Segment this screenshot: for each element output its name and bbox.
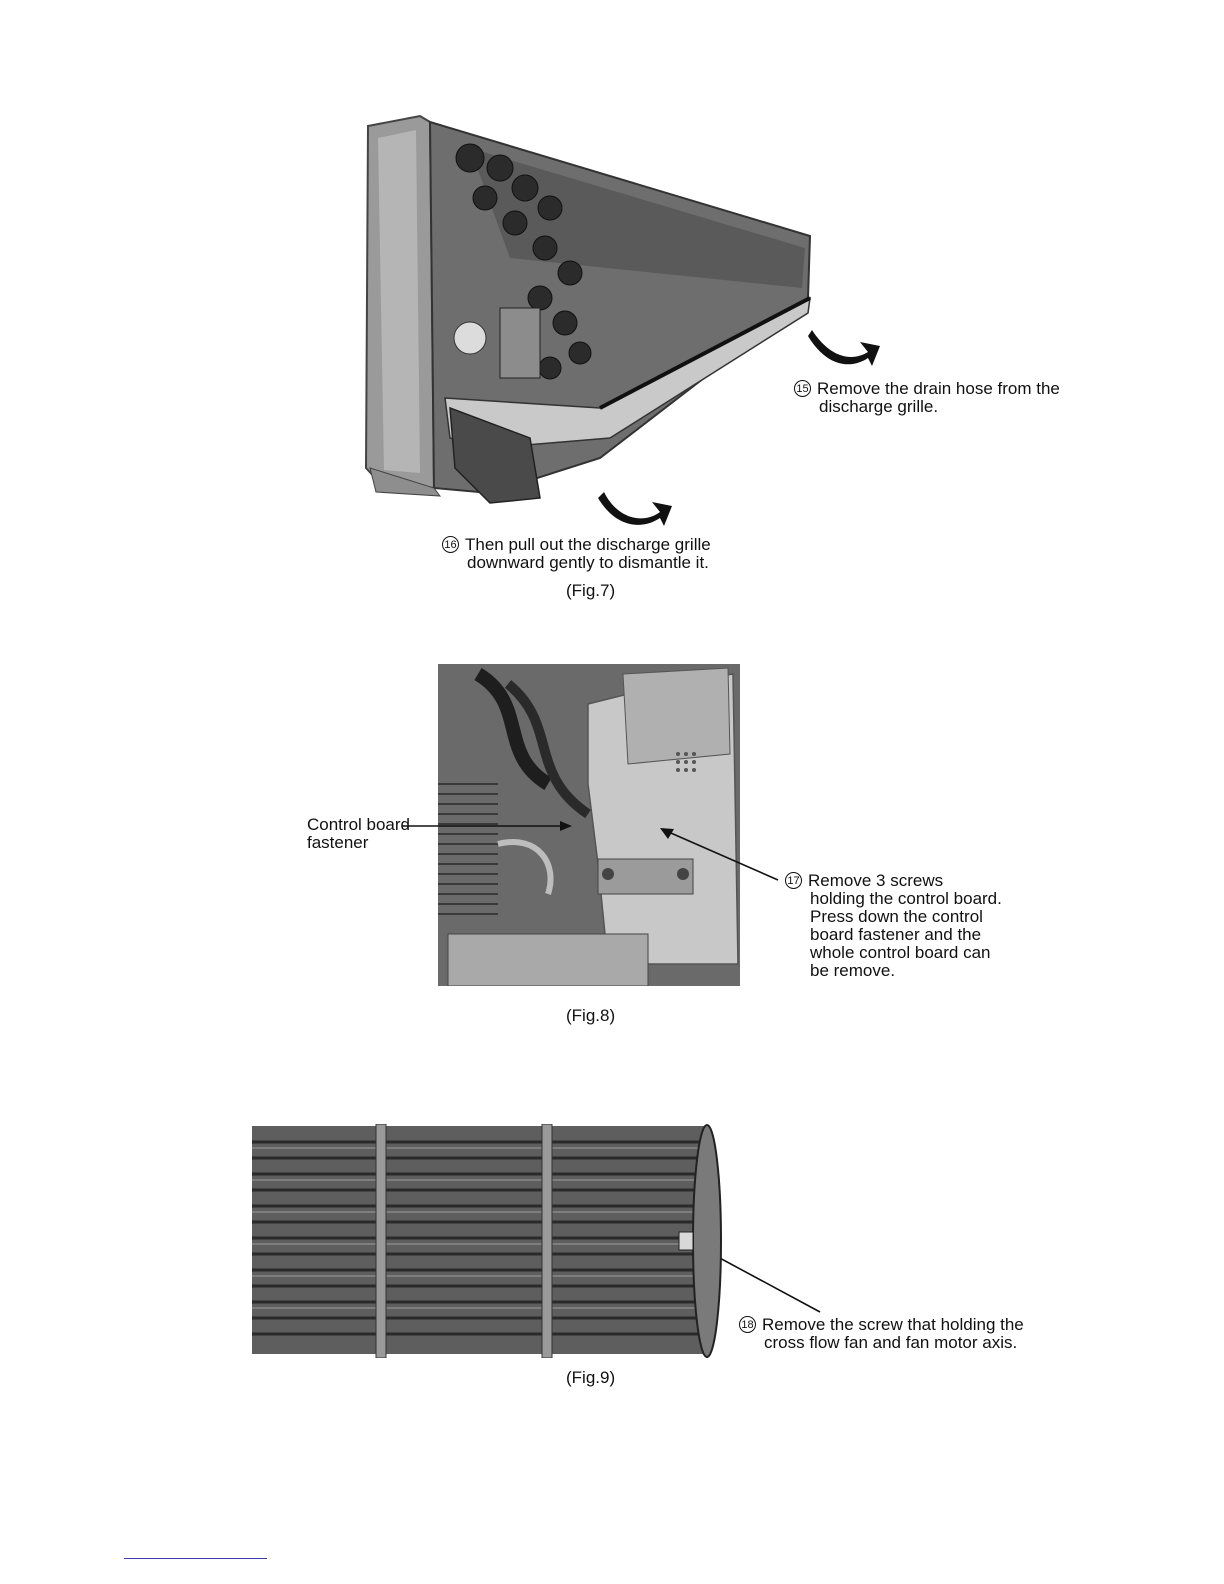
step-16-caption	[442, 536, 711, 572]
step-17-line-4: board fastener and the	[810, 925, 982, 944]
step-17-line-1: Remove 3 screws	[808, 871, 944, 890]
fig9-label: (Fig.9)	[566, 1368, 616, 1387]
step-16-line-1: Then pull out the discharge grille	[465, 535, 711, 554]
step-number-16: 16	[442, 536, 459, 553]
step-16-line-2: downward gently to dismantle it.	[467, 553, 709, 572]
footer-rule	[124, 1558, 267, 1559]
fig7-label: (Fig.7)	[566, 581, 616, 600]
callout-line-1: Control board	[307, 815, 411, 834]
fig8-photo	[438, 664, 740, 986]
fig7-photo	[350, 108, 830, 508]
step-15-caption	[794, 380, 1060, 416]
control-board-fastener-callout	[307, 816, 410, 852]
step-number-15: 15	[794, 380, 811, 397]
step-17-line-3: Press down the control	[810, 907, 983, 926]
fig9-photo	[252, 1124, 724, 1358]
step-17-line-5: whole control board can	[810, 943, 991, 962]
step-number-18: 18	[739, 1316, 756, 1333]
step-15-line-1: Remove the drain hose from the	[817, 379, 1060, 398]
step-18-line-2: cross flow fan and fan motor axis.	[764, 1333, 1018, 1352]
step-number-17: 17	[785, 872, 802, 889]
step-17-caption	[785, 872, 1002, 980]
step-15-line-2: discharge grille.	[819, 397, 939, 416]
step-18-line-1: Remove the screw that holding the	[762, 1315, 1024, 1334]
step-18-caption	[739, 1316, 1024, 1352]
fig8-label: (Fig.8)	[566, 1006, 616, 1025]
callout-line-2: fastener	[307, 833, 369, 852]
step-17-line-2: holding the control board.	[810, 889, 1002, 908]
step-17-line-6: be remove.	[810, 961, 896, 980]
